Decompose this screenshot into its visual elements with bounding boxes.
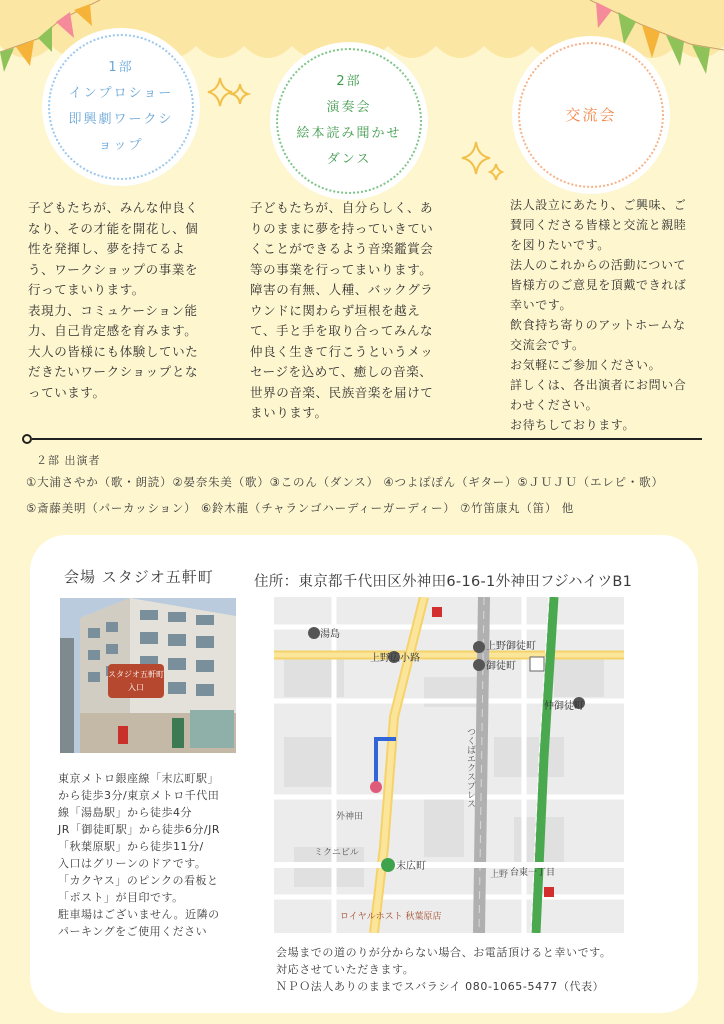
map-label: 上野広小路 xyxy=(370,653,420,664)
part2-title: 演奏会 xyxy=(326,100,372,115)
map-label: つくばエクスプレス xyxy=(465,727,475,808)
part1-title: ョップ xyxy=(98,138,144,153)
part1-number: 1部 xyxy=(108,60,134,75)
sign-text: スタジオ五軒町 入口 xyxy=(108,670,164,692)
map-label: 湯島 xyxy=(320,629,340,640)
map-label: 上野御徒町 xyxy=(486,641,536,652)
cast-list: ①大浦さやか（歌・朗読）②晏奈朱美（歌）③このん（ダンス） ④つよぽぽん（ギター）⑤ＪＵＪＵ（エレピ・歌） xyxy=(26,475,664,489)
section-circle-exchange xyxy=(512,36,670,194)
access-directions: 東京メトロ銀座線「末広町駅」 から徒歩3分/東京メトロ千代田 線「湯島駅」から徒歩4分 JR「御徒町駅」から徒歩6分/JR 「秋葉原駅」から徒歩11分/ 入口はグリーンのドアです。 「カクヤス」のピンクの看板と 「ポスト」が目印です。 駐車場はございません。近隣の パーキングをご使用ください xyxy=(58,772,220,938)
part2-title: ダンス xyxy=(326,152,372,167)
part2-number: 2部 xyxy=(336,74,362,89)
part1-title: 即興劇ワークシ xyxy=(68,112,174,127)
section-circle-part1 xyxy=(42,28,200,186)
divider-line xyxy=(22,434,702,444)
venue-map[interactable] xyxy=(274,597,624,933)
map-label: 末広町 xyxy=(396,861,426,872)
contact-note: 会場までの道のりが分からない場合、お電話頂けると幸いです。 対応させていただきます。 ＮＰＯ法人ありのままでスバラシイ 080-1065-5477（代表） xyxy=(276,946,612,993)
part2-description: 子どもたちが、自分らしく、あ りのままに夢を持っていきてい くことができるよう音楽鑑賞会 等の事業を行ってまいります。 障害の有無、人種、バックグラ ウンドに関わらず垣根を越え て、手と手を取り合ってみんな 仲良く生きて行こうというメッ セージを込めて、癒しの音楽、 世界の音楽、民族音楽を届けて まいります。 xyxy=(250,200,434,420)
map-label: ロイヤルホスト 秋葉原店 xyxy=(340,912,442,922)
cast-heading: ２部 出演者 xyxy=(36,454,101,467)
exchange-description: 法人設立にあたり、ご興味、ご 賛同くださる皆様と交流と親睦 を図りたいです。 法人のこれからの活動について 皆様方のご意見を頂戴できれば 幸いです。 飲食持ち寄りのアットホームな 交流会です。 お気軽にご参加ください。 詳しくは、各出演者にお問い合 わせください。 お待ちしております。 xyxy=(510,198,687,432)
map-label: 台東一丁目 xyxy=(510,868,556,878)
venue-title: 会場 スタジオ五軒町 xyxy=(64,568,214,586)
section-circle-part2 xyxy=(270,42,428,200)
venue-address: 住所：東京都千代田区外神田6-16-1外神田フジハイツB1 xyxy=(254,574,633,590)
map-label: 仲御徒町 xyxy=(544,701,584,712)
part1-title: インプロショー xyxy=(68,86,174,101)
sparkle-icon xyxy=(458,136,508,186)
map-label: 外神田 xyxy=(336,812,364,822)
map-label: 上野 xyxy=(490,870,509,880)
map-label: 御徒町 xyxy=(486,661,516,672)
part1-description: 子どもたちが、みんな仲良く なり、その才能を開花し、個 性を発揮し、夢を持てるよ う、ワークショップの事業を 行ってまいります。 表現力、コミュケーション能 力、自己肯定感を育みます。 大人の皆様にも体験していた だきたいワークショップとな っています。 xyxy=(28,200,199,400)
cast-list: ⑤斎藤美明（パーカッション） ⑥鈴木龍（チャランゴハーディーガーディー） ⑦竹笛康丸（笛） 他 xyxy=(26,501,574,515)
part2-title: 絵本読み聞かせ xyxy=(296,126,402,141)
sparkle-icon xyxy=(206,70,256,120)
exchange-title: 交流会 xyxy=(565,106,617,124)
map-label: ミクニビル xyxy=(314,848,359,858)
venue-photo xyxy=(60,598,236,753)
